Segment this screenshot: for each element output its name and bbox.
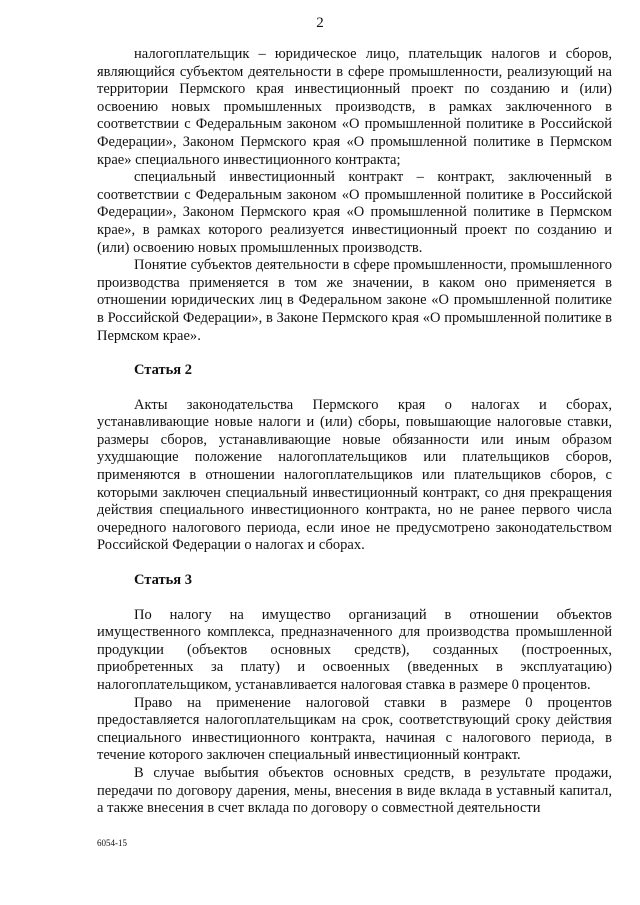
article-3-paragraph-3: В случае выбытия объектов основных средств, в результате продажи, передачи по договору дарения, мены, внесения в виде вклада в уставный капитал, а также внесения в счет вклада по договору о совместной деятельности xyxy=(97,764,612,817)
document-body xyxy=(97,46,612,818)
article-3-paragraph-2: Право на применение налоговой ставки в размере 0 процентов предоставляется налогоплательщикам на срок, соответствующий сроку действия специального инвестиционного контракта, начиная с налогового периода, в течение которого заключен специальный инвестиционный контракт. xyxy=(97,694,612,764)
article-3-paragraph-1: По налогу на имущество организаций в отношении объектов имущественного комплекса, предназначенного для производства промышленной продукции (объектов основных средств), созданных (построенных, приобретенных за плату) и освоенных (введенных в эксплуатацию) налогоплательщиком, устанавливается налоговая ставка в размере 0 процентов. xyxy=(97,606,612,693)
article-2-heading: Статья 2 xyxy=(134,362,192,379)
article-3-heading: Статья 3 xyxy=(134,572,192,589)
definition-contract-paragraph: специальный инвестиционный контракт – контракт, заключенный в соответствии с Федеральным законом «О промышленной политике в Российской Федерации», Законом Пермского края «О промышленной политике в Пермском крае», в рамках которого реализуется инвестиционный проект по созданию и (или) освоению новых промышленных производств. xyxy=(97,169,612,256)
page-number: 2 xyxy=(316,15,324,31)
definition-taxpayer-paragraph: налогоплательщик – юридическое лицо, плательщик налогов и сборов, являющийся субъектом деятельности в сфере промышленности, реализующий на территории Пермского края инвестиционный проект по созданию и (или) освоению новых промышленных производств, в рамках заключенного в соответствии с Федеральным законом «О промышленной политике в Российской Федерации», Законом Пермского края «О промышленной политике в Пермском крае» специального инвестиционного контракта; xyxy=(97,46,612,168)
article-2-paragraph: Акты законодательства Пермского края о налогах и сборах, устанавливающие новые налоги и (или) сборы, повышающие налоговые ставки, размеры сборов, устанавливающие новые обязанности или иным образом ухудшающие положение налогоплательщиков или плательщиков сборов, применяются в отношении налогоплательщиков или плательщиков сборов, с которыми заключен специальный инвестиционный контракт, со дня прекращения действия специального инвестиционного контракта, но не ранее первого числа очередного налогового периода, если иное не предусмотрено законодательством Российской Федерации о налогах и сборах. xyxy=(97,396,612,554)
document-code: 6054-15 xyxy=(97,838,127,848)
definition-subjects-paragraph: Понятие субъектов деятельности в сфере промышленности, промышленного производства применяется в том же значении, в каком оно применяется в отношении юридических лиц в Федеральном законе «О промышленной политике в Российской Федерации», в Законе Пермского края «О промышленной политике в Пермском крае». xyxy=(97,257,612,344)
